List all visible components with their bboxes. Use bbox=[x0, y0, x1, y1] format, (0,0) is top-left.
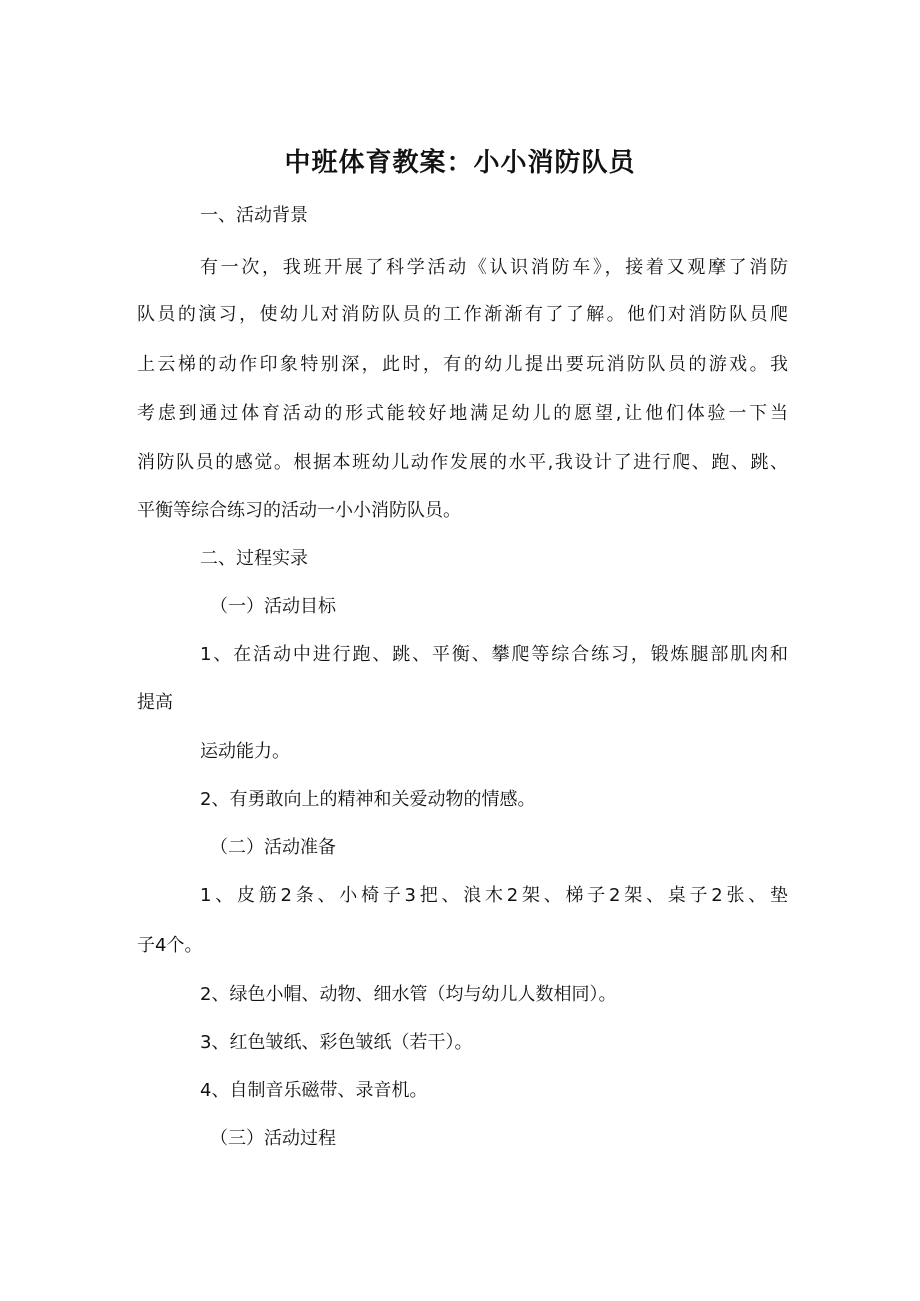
paragraph-line: 2、绿色小帽、动物、细水管（均与幼儿人数相同）。 bbox=[200, 984, 617, 1005]
paragraph-line: 上云梯的动作印象特别深，此时，有的幼儿提出要玩消防队员的游戏。我 bbox=[137, 354, 788, 375]
paragraph-line: 1、皮筋2条、小椅子3把、浪木2架、梯子2架、桌子2张、垫 bbox=[200, 885, 788, 906]
section-heading-process: 二、过程实录 bbox=[200, 548, 308, 569]
section-heading-background: 一、活动背景 bbox=[200, 205, 308, 226]
paragraph-line: 4、自制音乐磁带、录音机。 bbox=[200, 1080, 428, 1101]
paragraph-line: 提高 bbox=[137, 692, 173, 713]
subsection-heading-process: （三）活动过程 bbox=[210, 1128, 336, 1149]
paragraph-line: 子4个。 bbox=[137, 935, 203, 956]
paragraph-line: 1、在活动中进行跑、跳、平衡、攀爬等综合练习，锻炼腿部肌肉和 bbox=[200, 644, 788, 665]
paragraph-line: 2、有勇敢向上的精神和关爱动物的情感。 bbox=[200, 789, 536, 810]
paragraph-line: 运动能力。 bbox=[200, 741, 290, 762]
paragraph-line: 考虑到通过体育活动的形式能较好地满足幼儿的愿望,让他们体验一下当 bbox=[137, 403, 788, 424]
subsection-heading-preparation: （二）活动准备 bbox=[210, 837, 336, 858]
paragraph-line: 有一次，我班开展了科学活动《认识消防车》，接着又观摩了消防 bbox=[200, 257, 788, 278]
paragraph-line: 平衡等综合练习的活动一小小消防队员。 bbox=[137, 500, 461, 521]
paragraph-line: 队员的演习，使幼儿对消防队员的工作渐渐有了了解。他们对消防队员爬 bbox=[137, 304, 788, 325]
subsection-heading-goals: （一）活动目标 bbox=[210, 596, 336, 617]
paragraph-line: 3、红色皱纸、彩色皱纸（若干）。 bbox=[200, 1032, 473, 1053]
paragraph-line: 消防队员的感觉。根据本班幼儿动作发展的水平,我设计了进行爬、跑、跳、 bbox=[137, 452, 788, 473]
document-title: 中班体育教案：小小消防队员 bbox=[284, 148, 636, 178]
